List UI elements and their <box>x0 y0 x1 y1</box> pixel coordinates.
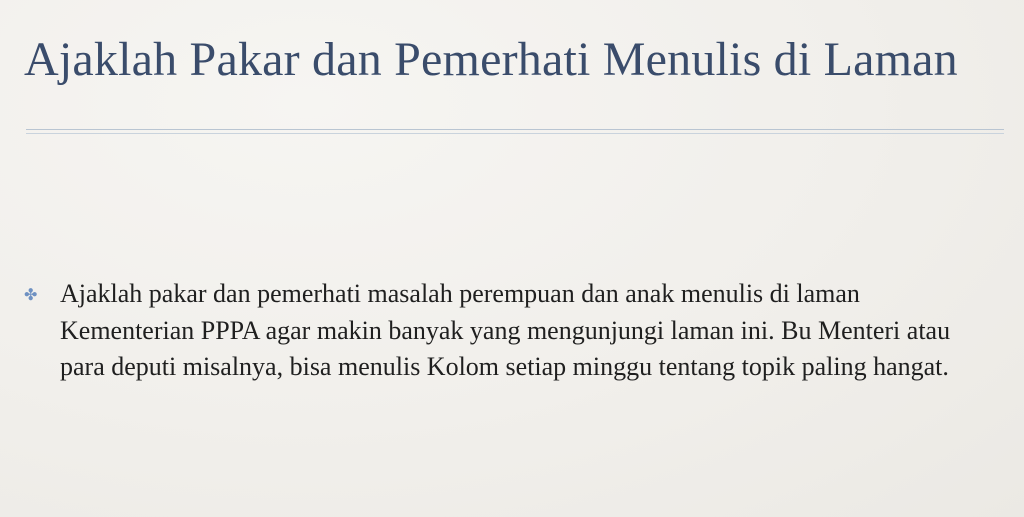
title-divider-line <box>26 129 1004 130</box>
slide-title: Ajaklah Pakar dan Pemerhati Menulis di Laman <box>24 33 958 86</box>
bullet-text: Ajaklah pakar dan pemerhati masalah perempuan dan anak menulis di laman Kementerian PPPA agar makin banyak yang mengunjungi laman ini. Bu Menteri atau para deputi misalnya, bisa menulis Kolom setiap minggu tentang topik paling hangat. <box>60 279 951 381</box>
bullet-item <box>22 276 1002 386</box>
title-divider-line-secondary <box>26 133 1004 134</box>
four-petal-bullet-icon: ✤ <box>24 285 38 304</box>
